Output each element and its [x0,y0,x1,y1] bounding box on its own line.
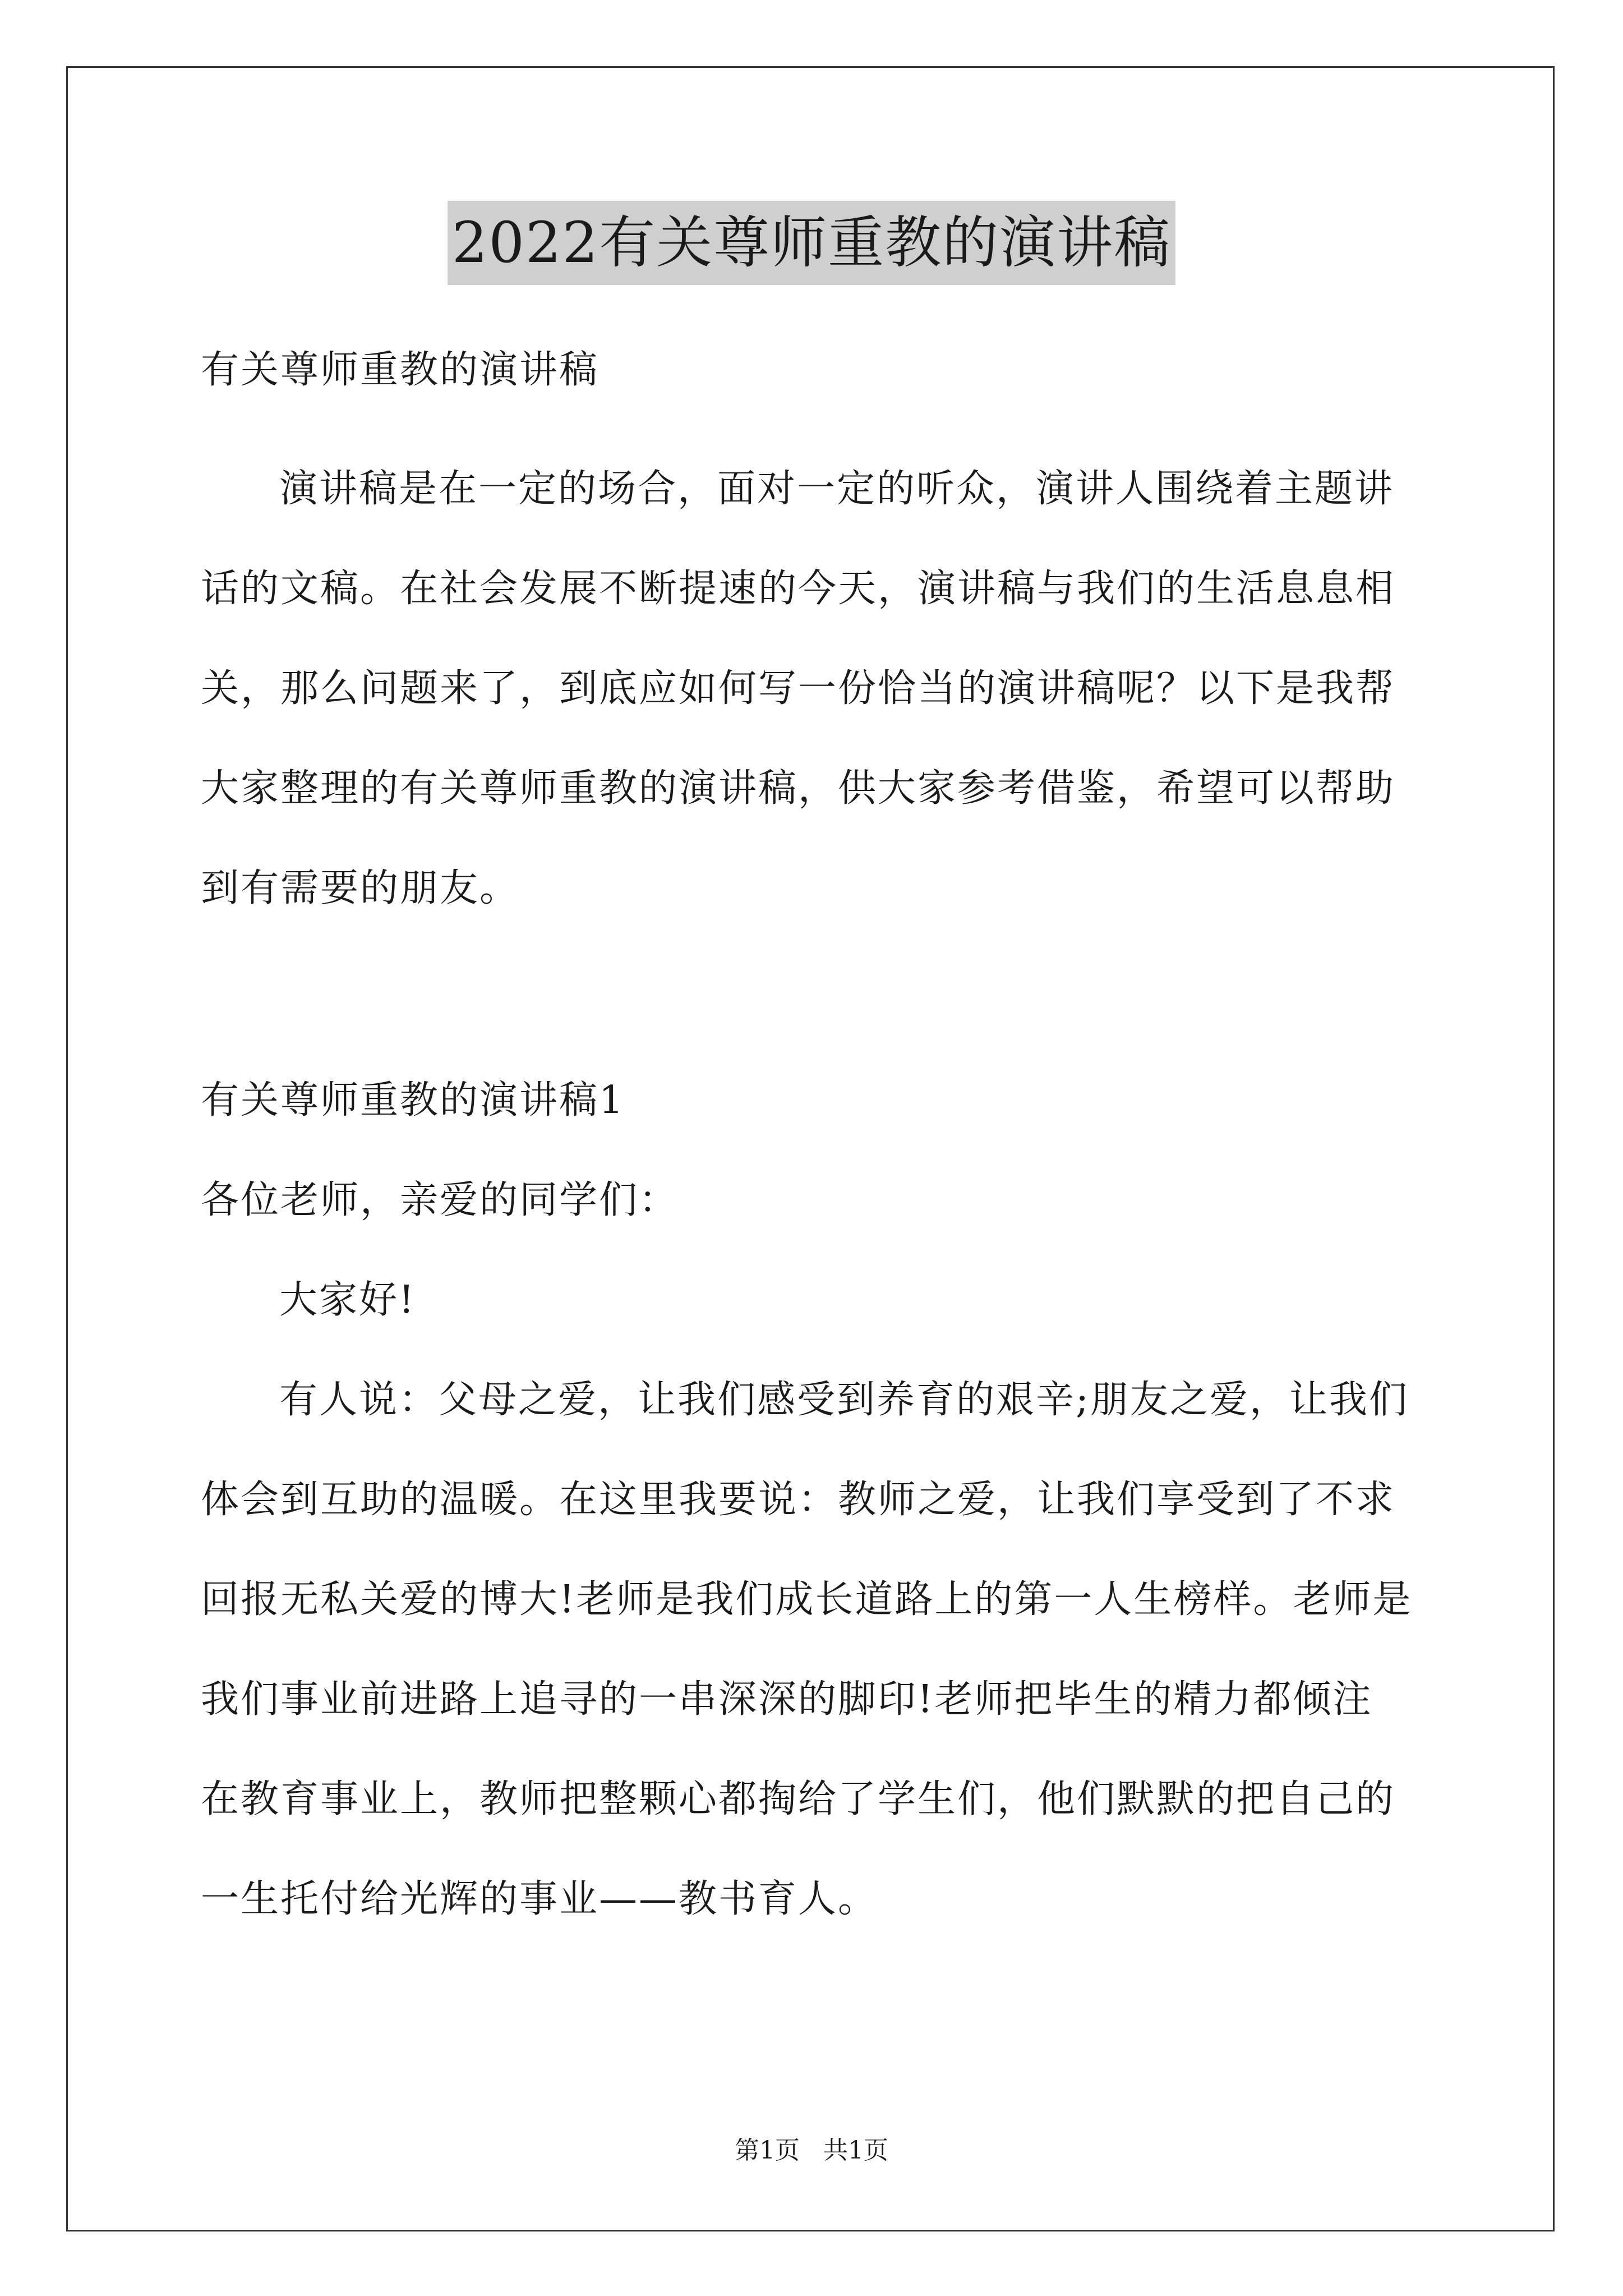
document-title: 2022有关尊师重教的演讲稿 [448,201,1176,285]
paragraph-line: 大家整理的有关尊师重教的演讲稿，供大家参考借鉴，希望可以帮助 [201,766,1396,811]
greeting: 大家好! [279,1278,416,1322]
paragraph-line: 在教育事业上，教师把整颗心都掏给了学生们，他们默默的把自己的 [201,1777,1396,1821]
paragraph-line: 回报无私关爱的博大!老师是我们成长道路上的第一人生榜样。老师是 [201,1577,1413,1622]
paragraph-line: 有人说：父母之爱，让我们感受到养育的艰辛;朋友之爱，让我们 [279,1378,1409,1422]
paragraph-line: 关，那么问题来了，到底应如何写一份恰当的演讲稿呢？以下是我帮 [201,666,1396,711]
paragraph-line: 演讲稿是在一定的场合，面对一定的听众，演讲人围绕着主题讲 [279,467,1395,511]
paragraph-line: 我们事业前进路上追寻的一串深深的脚印!老师把毕生的精力都倾注 [201,1677,1373,1722]
page-footer [0,2134,1623,2168]
page-total: 共1页 [823,2136,888,2165]
paragraph-line: 体会到互助的温暖。在这里我要说：教师之爱，让我们享受到了不求 [201,1478,1396,1522]
section-heading: 有关尊师重教的演讲稿1 [201,1078,625,1122]
paragraph-line: 到有需要的朋友。 [201,866,520,910]
page-current: 第1页 [735,2136,800,2165]
salutation: 各位老师，亲爱的同学们： [201,1178,679,1222]
section-heading: 有关尊师重教的演讲稿 [201,348,600,392]
title-container [0,201,1623,285]
paragraph-line: 话的文稿。在社会发展不断提速的今天，演讲稿与我们的生活息息相 [201,567,1396,611]
paragraph-line: 一生托付给光辉的事业——教书育人。 [201,1877,878,1921]
